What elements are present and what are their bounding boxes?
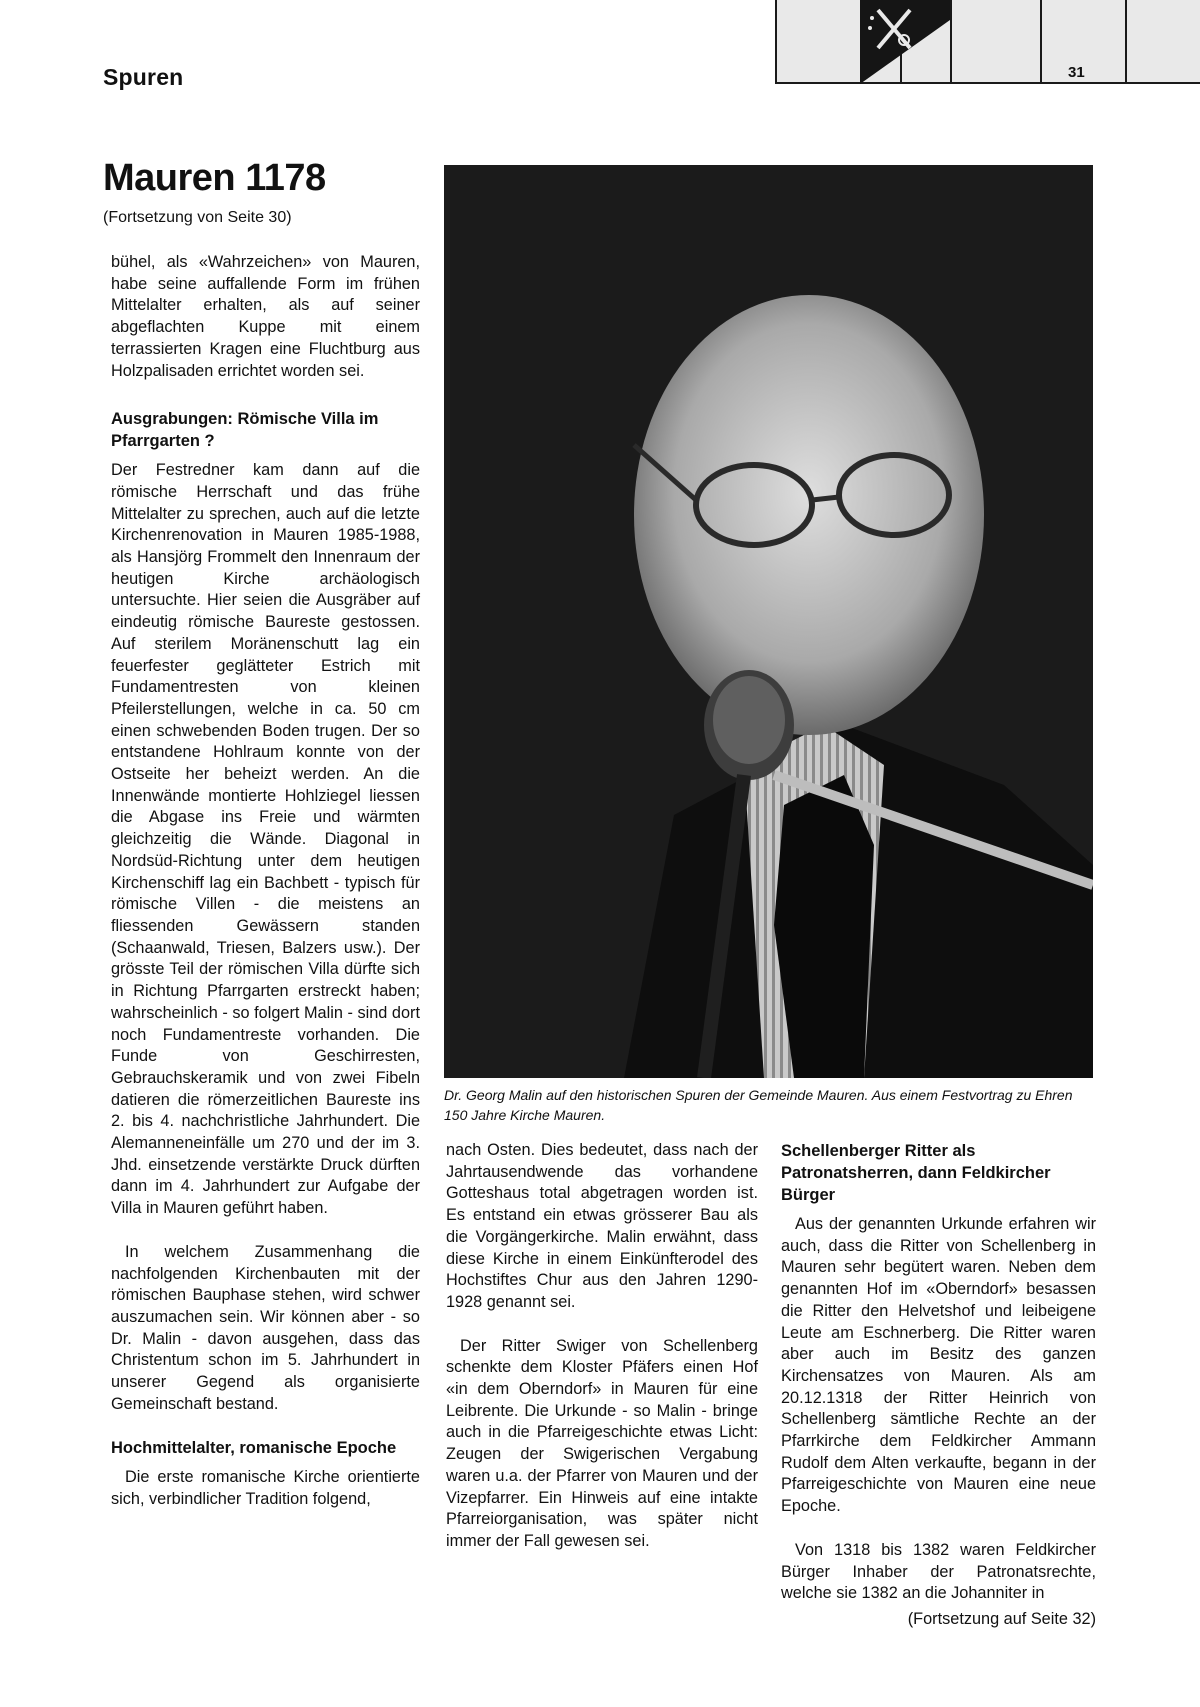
paragraph: Der Ritter Swiger von Schellenberg schenkte dem Kloster Pfäfers einen Hof «in dem Oberndorf» in Mauren für eine Leibrente. Die Urkunde - so Malin - bringe auch in die Pfarreigeschichte etwas Licht: Zeugen der Swigerischen Vergabung waren u.a. der Pfarrer von Mauren und der Vizepfarrer. Ein Hinweis auf eine intakte Pfarreiorganisation, was später nicht immer der Fall gewesen sei. [446, 1336, 758, 1550]
paragraph: nach Osten. Dies bedeutet, dass nach der Jahrtausendwende das vorhandene Gotteshaus total abgetragen worden ist. Es entstand ein etwas grösserer Bau als die Vorgängerkirche. Malin erwähnt, dass diese Kirche in einem Einkünfterodel des Hochstiftes Chur aus den Jahren 1290-1928 genannt sei. [446, 1141, 758, 1311]
section-label: Spuren [103, 64, 184, 90]
header-band [775, 0, 1200, 84]
header-rule [1125, 0, 1127, 84]
photo-caption: Dr. Georg Malin auf den historischen Spuren der Gemeinde Mauren. Aus einem Festvortrag zu Ehren 150 Jahre Kirche Mauren. [444, 1087, 1073, 1123]
page-number: 31 [1068, 64, 1085, 81]
paragraph: In welchem Zusammenhang die nachfolgenden Kirchenbauten mit der römischen Bauphase stehen, wird schwer auszumachen sein. Wir können aber - so Dr. Malin - davon ausgehen, dass das Christentum schon im 5. Jahrhundert in unserer Gegend als organisierte Gemeinschaft bestand. [111, 1242, 420, 1413]
crossed-tools-logo-icon [860, 0, 950, 84]
column-middle [446, 1140, 758, 1575]
speaker-photo [444, 165, 1093, 1078]
header-rule [1040, 0, 1042, 84]
section-heading: Hochmittelalter, romanische Epoche [111, 1439, 397, 1458]
section-heading: Ausgrabungen: Römische Villa im Pfarrgarten ? [111, 410, 379, 451]
paragraph: bühel, als «Wahrzeichen» von Mauren, habe seine auffallende Form im frühen Mittelalter erhalten, als auf seiner abgeflachten Kuppe mit einem terrassierten Kragen eine Fluchtburg aus Holzpalisaden errichtet worden sei. [111, 253, 420, 380]
header-baseline [775, 82, 1200, 84]
paragraph: Der Festredner kam dann auf die römische Herrschaft und das frühe Mittelalter zu sprechen, auch auf die letzte Kirchenrenovation in Mauren 1985-1988, als Hansjörg Frommelt den Innenraum der heutigen Kirche archäologisch untersuchte. Hier seien die Ausgräber auf eindeutig römische Baureste gestossen. Auf sterilem Moränenschutt lag ein feuerfester geglätteter Estrich mit Fundamentresten von kleinen Pfeilerstellungen, welche in ca. 50 cm einen schwebenden Boden trugen. Der so entstandene Hohlraum konnte von der Ostseite her beheizt werden. An die Innenwände montierte Hohlziegel liessen die Abgase ins Freie und wärmten gleichzeitig die Wände. Diagonal in Nordsüd-Richtung unter dem heutigen Kirchenschiff lag ein Bachbett - typisch für römische Villen - die meistens an fliessenden Gewässern standen (Schaanwald, Triesen, Balzers usw.). Der grösste Teil der römischen Villa dürfte sich in Richtung Pfarrgarten erstreckt haben; wahrscheinlich - so folgert Malin - sind dort noch Fundamentreste vorhanden. Die Funde von Geschirresten, Gebrauchskeramik und von zwei Fibeln datieren die römerzeitlichen Baureste ins 2. bis 4. nachchristliche Jahrhundert. Die Alemanneneinfälle um 270 und der im 3. Jhd. einsetzende verstärkte Druck dürften dann im 4. Jahrhundert zur Aufgabe der Villa in Mauren geführt haben. [111, 461, 420, 1218]
article-title: Mauren 1178 [103, 157, 326, 199]
paragraph: Von 1318 bis 1382 waren Feldkircher Bürger Inhaber der Patronatsrechte, welche sie 1382 an die Johanniter in [781, 1540, 1096, 1603]
continued-to-note: (Fortsetzung auf Seite 32) [907, 1609, 1096, 1628]
paragraph: Aus der genannten Urkunde erfahren wir auch, dass die Ritter von Schellenberg in Mauren sehr begütert waren. Neben dem genannten Hof im «Oberndorf» besassen die Ritter den Helvetshof und leibeigene Leute am Eschnerberg. Die Ritter waren aber auch im Besitz des ganzen Kirchensatzes von Mauren. Als am 20.12.1318 der Ritter Heinrich von Schellenberg sämtliche Rechte an der Pfarrkirche dem Feldkircher Ammann Rudolf dem Alten verkaufte, begann in der Pfarreigeschichte von Mauren eine neue Epoche. [781, 1215, 1096, 1516]
column-right [781, 1140, 1096, 1653]
paragraph: Die erste romanische Kirche orientierte sich, verbindlicher Tradition folgend, [111, 1468, 420, 1509]
section-heading: Schellenberger Ritter als Patronatsherren, dann Feldkircher Bürger [781, 1142, 1051, 1204]
header-rule [775, 0, 777, 84]
header-rule [950, 0, 952, 84]
continued-from-note: (Fortsetzung von Seite 30) [103, 209, 292, 226]
column-left [111, 252, 420, 1533]
